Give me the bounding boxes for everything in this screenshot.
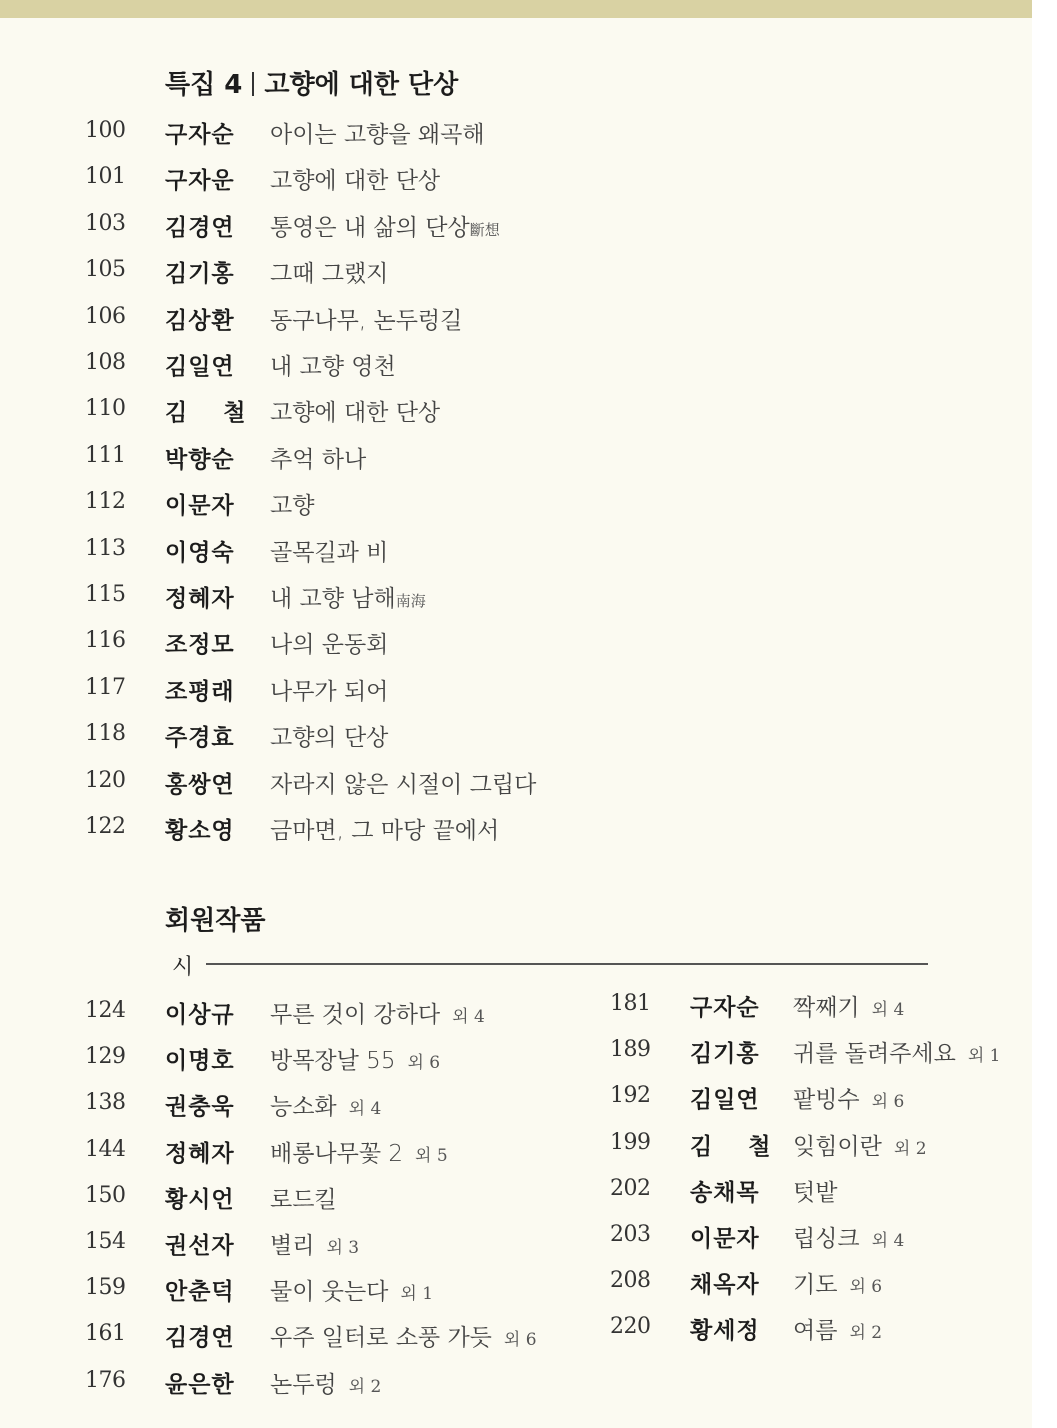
extra-count: 외 3: [326, 1238, 360, 1258]
page-number: 108: [85, 350, 126, 375]
author-name: 윤은한: [165, 1371, 235, 1398]
author-name: 구자운: [165, 168, 235, 195]
author-name: 김 철: [165, 400, 260, 427]
toc-entry: [0, 1166, 1030, 1212]
work-title-text: 고향에 대한 단상: [270, 400, 441, 427]
work-title-text: 물이 웃는다: [270, 1279, 389, 1306]
work-title-text: 텃밭: [793, 1179, 838, 1206]
work-title: [793, 989, 904, 1022]
work-title-text: 아이는 고향을 왜곡해: [270, 122, 485, 148]
page-number: 106: [85, 303, 126, 329]
work-title-text: 나의 운동회: [270, 632, 389, 659]
author-name: 김경연: [165, 1325, 235, 1352]
work-title-text: 그때 그랬지: [270, 261, 389, 288]
toc-entry: [0, 665, 1030, 711]
toc-entry: [0, 201, 1030, 247]
author-name: 황세정: [690, 1318, 760, 1345]
work-title-text: 별리: [270, 1233, 315, 1259]
category-rule: [206, 963, 928, 965]
page-number: 129: [85, 1044, 126, 1070]
toc-entry: [0, 294, 1030, 340]
author-name: 권선자: [165, 1233, 235, 1259]
work-title: [270, 209, 500, 242]
toc-entry: [0, 1120, 1030, 1166]
author-name: 권충욱: [165, 1094, 235, 1121]
author-name: 이명호: [165, 1048, 235, 1075]
work-title-text: 자라지 않은 시절이 그립다: [270, 771, 537, 798]
page-number: 192: [610, 1083, 651, 1109]
extra-count: 외 4: [871, 1231, 905, 1251]
work-title-text: 잊힘이란: [793, 1133, 882, 1160]
work-title-text: 우주 일터로 소풍 가듯: [270, 1325, 492, 1352]
work-title-text: 고향에 대한 단상: [270, 168, 441, 195]
special-prefix: 특집 4: [165, 70, 243, 100]
extra-count: 외 4: [871, 1000, 905, 1020]
page-number: 203: [610, 1222, 651, 1247]
toc-entry: [0, 247, 1030, 293]
page-number: 101: [85, 164, 126, 190]
extra-count: 외 6: [849, 1277, 883, 1298]
page-number: 150: [85, 1182, 126, 1208]
work-title: [270, 394, 440, 427]
work-title: [793, 1312, 882, 1345]
author-name: 이상규: [165, 1002, 235, 1028]
work-title: [793, 1174, 837, 1207]
hanja-annotation: 南海: [395, 592, 426, 610]
work-title: [270, 719, 388, 752]
work-title: [270, 673, 388, 706]
work-title: [270, 302, 462, 335]
page-number: 161: [85, 1321, 126, 1347]
work-title: [270, 580, 426, 613]
work-title: [270, 348, 396, 381]
toc-entry: [0, 108, 1030, 154]
work-title-text: 논두렁: [270, 1371, 337, 1398]
author-name: 안춘덕: [165, 1279, 235, 1306]
page-number: 189: [610, 1037, 651, 1063]
extra-count: 외 6: [871, 1092, 905, 1113]
page-number: 110: [85, 396, 126, 422]
page-number: 112: [85, 489, 126, 515]
work-title: [793, 1128, 927, 1161]
work-title-text: 동구나무, 논두렁길: [270, 307, 463, 334]
work-title: [793, 1035, 1001, 1068]
author-name: 김 철: [690, 1133, 785, 1160]
toc-entry: [0, 1358, 1030, 1404]
work-title: [270, 534, 388, 567]
work-title-text: 귀를 돌려주세요: [793, 1041, 956, 1068]
page-number: 154: [85, 1229, 126, 1254]
work-title: [270, 487, 314, 520]
extra-count: 외 5: [415, 1145, 448, 1166]
page-number: 199: [610, 1129, 651, 1155]
author-name: 채옥자: [690, 1272, 760, 1299]
author-name: 김기홍: [690, 1041, 760, 1068]
work-title-text: 골목길과 비: [270, 539, 389, 566]
special-title: 고향에 대한 단상: [264, 70, 459, 100]
work-title: [270, 1366, 381, 1399]
poem-category-label: 시: [172, 955, 194, 980]
work-title-text: 립싱크: [793, 1226, 860, 1252]
toc-entry: [0, 1073, 1030, 1119]
page-number: 105: [85, 257, 126, 283]
author-name: 김일연: [165, 354, 235, 380]
toc-entry: [0, 804, 1030, 850]
work-title: [270, 626, 388, 659]
toc-entry: [0, 1212, 1030, 1258]
page-number: 176: [85, 1367, 126, 1393]
page-number: 117: [85, 674, 126, 700]
work-title-text: 내 고향 남해: [270, 586, 396, 612]
extra-count: 외 6: [407, 1053, 441, 1074]
page-number: 115: [85, 582, 126, 607]
extra-count: 외 1: [967, 1046, 1001, 1067]
page-number: 159: [85, 1275, 126, 1301]
toc-entry: [0, 1027, 1030, 1073]
page-number: 181: [610, 991, 651, 1016]
author-name: 이문자: [690, 1226, 760, 1252]
author-name: 이문자: [165, 493, 235, 520]
extra-count: 외 2: [849, 1323, 883, 1344]
toc-entry: [0, 340, 1030, 386]
work-title-text: 나무가 되어: [270, 678, 389, 705]
page-number: 144: [85, 1136, 126, 1162]
work-title: [270, 162, 440, 195]
page-number: 118: [85, 721, 126, 747]
work-title-text: 능소화: [270, 1094, 337, 1121]
toc-entry: [0, 1258, 1030, 1304]
author-name: 박향순: [165, 446, 235, 473]
work-title: [793, 1266, 882, 1299]
work-title-text: 고향: [270, 493, 315, 520]
page-number: 208: [610, 1268, 651, 1294]
author-name: 김상환: [165, 307, 235, 334]
extra-count: 외 4: [452, 1007, 485, 1027]
special-section-title: [165, 64, 458, 101]
page-edge: [1032, 0, 1057, 1428]
toc-entry: [0, 572, 1030, 618]
work-title: [270, 441, 366, 474]
toc-entry: [0, 526, 1030, 572]
title-divider: [252, 72, 254, 96]
author-name: 조정모: [165, 632, 235, 659]
toc-entry: [0, 433, 1030, 479]
work-title-text: 방목장날 55: [270, 1048, 396, 1075]
top-color-band: [0, 0, 1032, 18]
extra-count: 외 2: [893, 1138, 927, 1159]
page-number: 113: [85, 535, 126, 561]
work-title: [793, 1081, 904, 1114]
work-title: [270, 255, 388, 288]
page-number: 116: [85, 628, 126, 654]
author-name: 정혜자: [165, 586, 235, 612]
page-number: 100: [85, 118, 126, 143]
page-number: 120: [85, 767, 126, 793]
work-title: [270, 766, 536, 799]
author-name: 황소영: [165, 818, 235, 844]
extra-count: 외 2: [348, 1376, 382, 1397]
toc-entry: [0, 981, 1030, 1027]
page-number: 103: [85, 210, 126, 236]
toc-entry: [0, 386, 1030, 432]
work-title-text: 고향의 단상: [270, 725, 389, 752]
work-title-text: 기도: [793, 1272, 838, 1299]
extra-count: 외 4: [348, 1099, 382, 1120]
page-number: 202: [610, 1175, 651, 1201]
work-title-text: 무른 것이 강하다: [270, 1002, 441, 1028]
toc-entry: [0, 758, 1030, 804]
work-title-text: 배롱나무꽃 2: [270, 1140, 404, 1167]
work-title: [793, 1220, 904, 1253]
author-name: 조평래: [165, 678, 235, 705]
work-title-text: 금마면, 그 마당 끝에서: [270, 818, 500, 844]
extra-count: 외 1: [400, 1284, 434, 1305]
work-title-text: 팥빙수: [793, 1087, 860, 1114]
author-name: 송채목: [690, 1179, 760, 1206]
page-number: 111: [85, 442, 126, 468]
work-title: [270, 116, 485, 149]
toc-entry: [0, 711, 1030, 757]
page-number: 122: [85, 814, 126, 839]
members-section-title: 회원작품: [165, 906, 266, 936]
work-title-text: 내 고향 영천: [270, 354, 396, 380]
author-name: 홍쌍연: [165, 771, 235, 798]
work-title-text: 로드킬: [270, 1186, 337, 1213]
toc-entry: [0, 618, 1030, 664]
work-title-text: 짝째기: [793, 995, 860, 1021]
work-title: [270, 812, 499, 845]
work-title-text: 통영은 내 삶의 단상: [270, 214, 470, 241]
page-number: 124: [85, 998, 126, 1023]
page-number: 138: [85, 1090, 126, 1116]
page-number: 220: [610, 1314, 651, 1340]
author-name: 구자순: [690, 995, 760, 1021]
author-name: 이영숙: [165, 539, 235, 566]
author-name: 김기홍: [165, 261, 235, 288]
author-name: 김경연: [165, 214, 235, 241]
author-name: 황시언: [165, 1186, 235, 1213]
toc-entry: [0, 1304, 1030, 1350]
work-title-text: 여름: [793, 1318, 838, 1345]
work-title-text: 추억 하나: [270, 446, 367, 473]
author-name: 정혜자: [165, 1140, 235, 1167]
hanja-annotation: 斷想: [469, 220, 500, 239]
author-name: 구자순: [165, 122, 235, 148]
author-name: 김일연: [690, 1087, 760, 1114]
toc-entry: [0, 154, 1030, 200]
author-name: 주경효: [165, 725, 235, 752]
extra-count: 외 6: [503, 1330, 537, 1351]
toc-entry: [0, 479, 1030, 525]
